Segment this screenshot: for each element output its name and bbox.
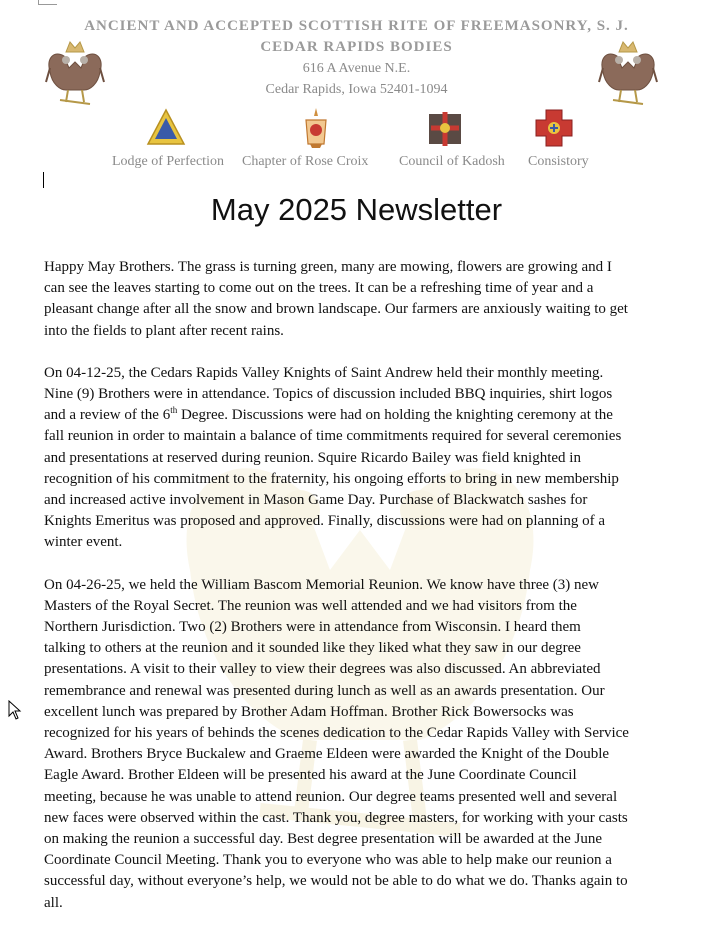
text-line: meeting, because he was unable to attend reunion. Our degree teams presented well and several bbox=[44, 788, 618, 805]
text-line: Knights Emeritus was proposed and approved. Finally, discussions were had on planning of a bbox=[44, 513, 606, 530]
text-line: all. bbox=[44, 894, 63, 911]
ordinal-suffix: th bbox=[170, 405, 178, 416]
text-line: on making the reunion a successful day. Best degree presentation will be awarded at the June bbox=[44, 831, 603, 848]
text-line: and presentations at reserved during reunion. Squire Ricardo Bailey was field knighted in bbox=[44, 449, 581, 466]
text-line: On 04-26-25, we held the William Bascom Memorial Reunion. We know have three (3) new bbox=[44, 576, 599, 593]
org-subname: CEDAR RAPIDS BODIES bbox=[260, 39, 453, 55]
city-address: Cedar Rapids, Iowa 52401-1094 bbox=[265, 82, 448, 97]
chapter-of-rose-croix-label: Chapter of Rose Croix bbox=[242, 154, 369, 169]
text-line: Award. Brothers Bryce Buckalew and Graeme Eldeen were awarded the Knight of the Double bbox=[44, 746, 610, 763]
org-name: ANCIENT AND ACCEPTED SCOTTISH RITE OF FREEMASONRY, S. J. bbox=[84, 18, 629, 34]
text-run: Degree. Discussions were had on holding the knighting ceremony at the bbox=[177, 407, 613, 424]
text-line: On 04-12-25, the Cedars Rapids Valley Knights of Saint Andrew held their monthly meeting. bbox=[44, 364, 604, 381]
text-line: talking to others at the reunion and it sounded like they liked what they saw in our degree bbox=[44, 640, 581, 657]
text-line: Northern Jurisdiction. Two (2) Brothers were in attendance from Wisconsin. I heard them bbox=[44, 619, 581, 636]
council-of-kadosh-label: Council of Kadosh bbox=[399, 154, 505, 169]
text-line: and increased active involvement in Mason Game Day. Purchase of Blackwatch sashes for bbox=[44, 492, 588, 509]
text-line: Masters of the Royal Secret. The reunion was well attended and we had visitors from the bbox=[44, 597, 577, 614]
text-line: recognition of his commitment to the fraternity, his ongoing efforts to bring in new membership bbox=[44, 470, 619, 487]
text-line: presentations. A visit to their valley to view their degrees was also discussed. An abbreviated bbox=[44, 661, 601, 678]
pelican-rose-croix-icon bbox=[294, 106, 338, 150]
text-cursor bbox=[43, 172, 44, 188]
lodge-of-perfection-label: Lodge of Perfection bbox=[112, 154, 224, 169]
text-line: Nine (9) Brothers were in attendance. Topics of discussion included BBQ inquiries, shirt logos bbox=[44, 386, 613, 403]
newsletter-body[interactable] bbox=[44, 257, 676, 935]
double-eagle-icon bbox=[44, 38, 106, 110]
consistory-cross-icon bbox=[532, 106, 576, 150]
letterhead bbox=[0, 0, 713, 180]
paragraph bbox=[44, 575, 676, 914]
paragraph bbox=[44, 363, 676, 554]
paragraph bbox=[44, 257, 676, 342]
text-line: Coordinate Council Meeting. Thank you to everyone who was able to help make our reunion a bbox=[44, 852, 612, 869]
street-address: 616 A Avenue N.E. bbox=[302, 61, 411, 76]
text-line: pleasant change after all the snow and brown landscape. Our farmers are anxiously waiting to get bbox=[44, 301, 628, 318]
text-line: into the fields to plant after recent rains. bbox=[44, 322, 284, 339]
kadosh-eagle-cross-icon bbox=[423, 106, 467, 150]
text-line: excellent lunch was prepared by Brother Adam Hoffman. Brother Rick Bowersocks was bbox=[44, 703, 574, 720]
text-line: new faces were observed within the cast. Thank you, degree masters, for working with your casts bbox=[44, 809, 628, 826]
newsletter-title[interactable]: May 2025 Newsletter bbox=[210, 192, 503, 227]
text-line: successful day, without everyone’s help, we would not be able to do what we do. Thanks again to bbox=[44, 873, 628, 890]
text-line: winter event. bbox=[44, 534, 123, 551]
text-line: can see the leaves starting to come out on the trees. It can be a refreshing time of year and a bbox=[44, 280, 594, 297]
text-line: Eagle Award. Brother Eldeen will be presented his award at the June Coordinate Council bbox=[44, 767, 577, 784]
triangle-delta-icon bbox=[144, 106, 188, 150]
text-line bbox=[44, 405, 676, 426]
double-eagle-icon bbox=[597, 38, 659, 110]
text-line: recognized for his years of behinds the scenes dedication to the Cedar Rapids Valley with Service bbox=[44, 725, 629, 742]
text-line: fall reunion in order to maintain a balance of time commitments required for several ceremonies bbox=[44, 428, 622, 445]
mouse-pointer-icon bbox=[7, 700, 23, 720]
text-line: remembrance and renewal was presented during lunch as well as an awards presentation. Our bbox=[44, 682, 605, 699]
consistory-label: Consistory bbox=[528, 154, 589, 169]
text-line: Happy May Brothers. The grass is turning green, many are mowing, flowers are growing and I bbox=[44, 259, 612, 275]
text-run: and a review of the 6 bbox=[44, 407, 171, 424]
